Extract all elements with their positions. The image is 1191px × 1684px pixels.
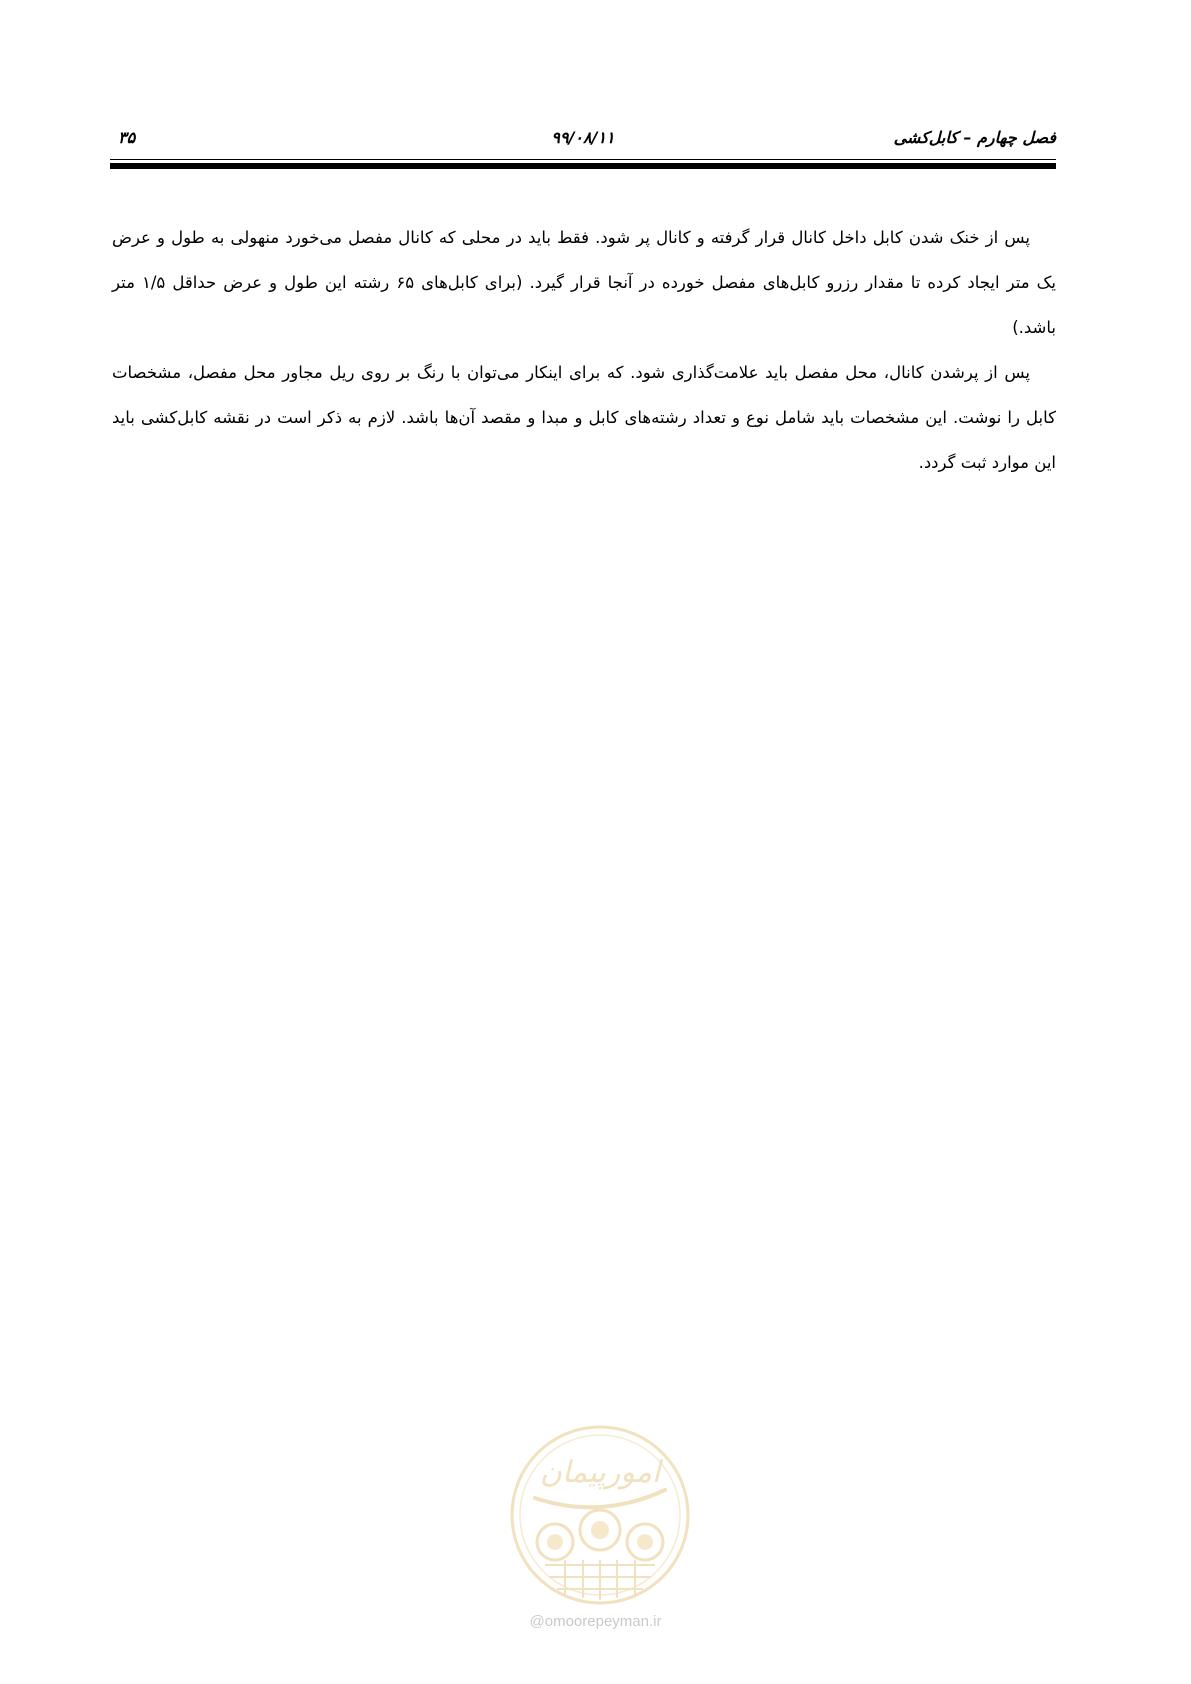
paragraph-1: پس از خنک شدن کابل داخل کانال قرار گرفته و کانال پر شود. فقط باید در محلی که کانال مفصل می‌خورد منهولی به طول و عرض یک متر ایجاد کرده تا مقدار رزرو کابل‌های مفصل خورده در آنجا قرار گیرد. (برای کابل‌های ۶۵ رشته این طول و عرض حداقل ۱/۵ متر باشد.) (112, 228, 1056, 337)
header-rule-thin (110, 159, 1056, 160)
body-text (112, 215, 1056, 485)
header-date: ۹۹/۰۸/۱۱ (551, 128, 615, 147)
paragraph-2: پس از پرشدن کانال، محل مفصل باید علامت‌گذاری شود. که برای اینکار می‌توان با رنگ بر روی ریل مجاور محل مفصل، مشخصات کابل را نوشت. این مشخصات باید شامل نوع و تعداد رشته‌های کابل و مبدا و مقصد آن‌ها باشد. لازم به ذکر است در نقشه کابل‌کشی باید این موارد ثبت گردد. (112, 363, 1056, 472)
chapter-title: فصل چهارم – کابل‌کشی (893, 128, 1056, 147)
watermark-logo-icon (505, 1420, 695, 1610)
watermark-logo-text: امورپیمان (539, 1455, 661, 1490)
watermark-handle: @omoorepeyman.ir (529, 1613, 662, 1630)
page-number: ۳۵ (118, 128, 136, 147)
page-header (110, 128, 1056, 150)
header-rule-thick (110, 163, 1056, 169)
